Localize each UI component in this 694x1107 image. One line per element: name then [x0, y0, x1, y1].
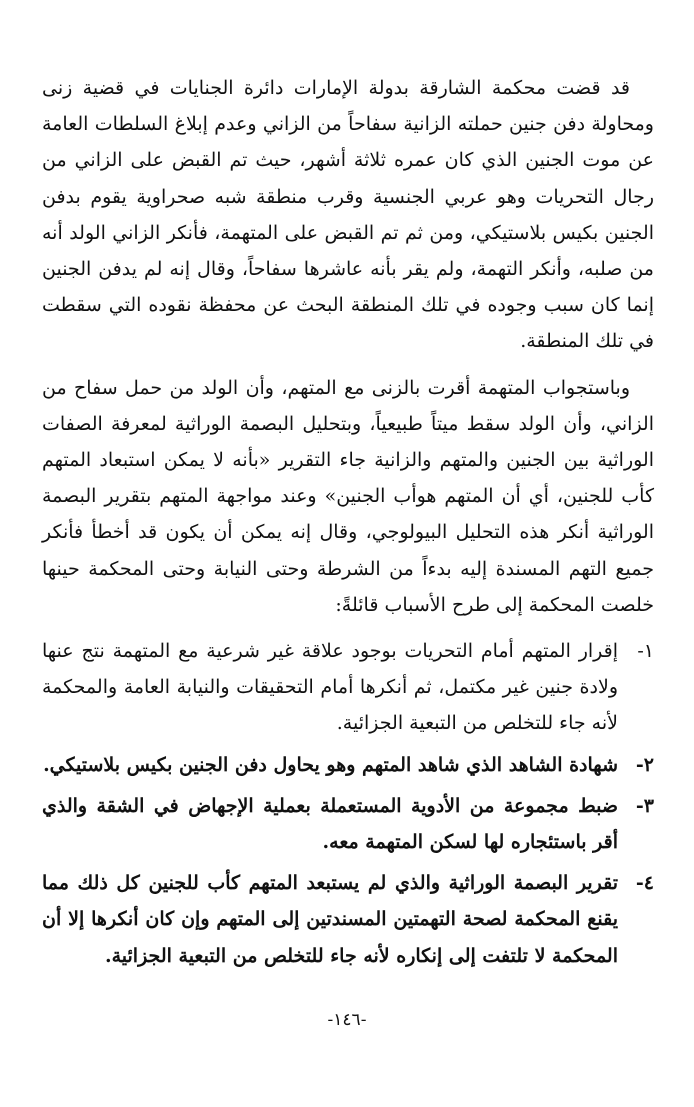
list-item-text: تقرير البصمة الوراثية والذي لم يستبعد المتهم كأب للجنين كل ذلك مما يقنع المحكمة لصحة التهمتين المسندتين إلى المتهم وإن كان أنكرها إلا أن المحكمة لا تلتفت إلى إنكاره لأنه جاء للتخلص من التبعية الجزائية. [42, 872, 618, 967]
list-item-2 [42, 747, 654, 783]
list-item-text: شهادة الشاهد الذي شاهد المتهم وهو يحاول دفن الجنين بكيس بلاستيكي. [43, 753, 618, 776]
page-number: -١٤٦- [327, 1010, 367, 1030]
list-item-number: ٢- [635, 753, 654, 776]
list-item-text: ضبط مجموعة من الأدوية المستعملة بعملية الإجهاض في الشقة والذي أقر باستئجاره لها لسكن المتهمة معه. [42, 794, 618, 854]
page-body [42, 70, 654, 979]
list-item-number: ١- [637, 640, 654, 663]
list-item-text: إقرار المتهم أمام التحريات بوجود علاقة غير شرعية مع المتهمة نتج عنها ولادة جنين غير مكتمل، ثم أنكرها أمام التحقيقات والنيابة العامة والمحكمة لأنه جاء للتخلص من التبعية الجزائية. [42, 640, 618, 735]
list-item-1 [42, 633, 654, 742]
list-item-3 [42, 788, 654, 860]
paragraph-1: قد قضت محكمة الشارقة بدولة الإمارات دائرة الجنايات في قضية زنى ومحاولة دفن جنين حملته الزانية سفاحاً من الزاني وعدم إبلاغ السلطات العامة عن موت الجنين الذي كان عمره ثلاثة أشهر، حيث تم القبض على الزاني من رجال التحريات وهو عربي الجنسية وقرب منطقة شبه صحراوية يقوم بدفن الجنين بكيس بلاستيكي، ومن ثم تم القبض على المتهمة، فأنكر الزاني الولد أنه من صلبه، وأنكر التهمة، ولم يقر بأنه عاشرها سفاحاً، وقال إنه لم يدفن الجنين إنما كان سبب وجوده في تلك المنطقة البحث عن محفظة نقوده التي سقطت في تلك المنطقة. [42, 77, 654, 353]
list-item-number: ٤- [635, 872, 654, 895]
reasons-list [42, 633, 654, 974]
list-item-number: ٣- [635, 794, 654, 817]
paragraph-2: وباستجواب المتهمة أقرت بالزنى مع المتهم، وأن الولد من حمل سفاح من الزاني، وأن الولد سقط ميتاً طبيعياً، وبتحليل البصمة الوراثية لمعرفة الصفات الوراثية بين الجنين والمتهم والزانية جاء التقرير «بأنه لا يمكن استبعاد المتهم كأب للجنين، أي أن المتهم هوأب الجنين» وعند مواجهة المتهم بتقرير البصمة الوراثية أنكر هذه التحليل البيولوجي، وقال إنه يمكن أن يكون قد أخطأ فأنكر جميع التهم المسندة إليه بدءاً من الشرطة وحتى النيابة وحتى المحكمة حينها خلصت المحكمة إلى طرح الأسباب قائلةً: [42, 376, 654, 616]
list-item-4 [42, 865, 654, 974]
